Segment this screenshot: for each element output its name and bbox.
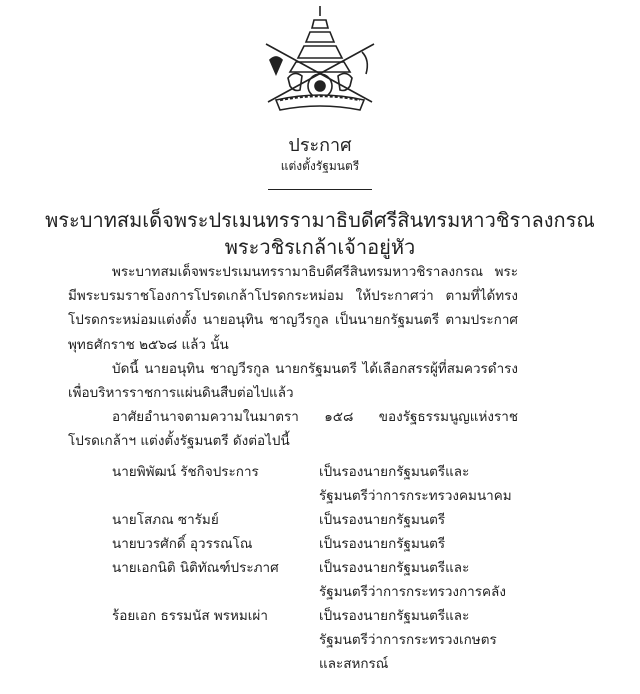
appointee-role: เป็นรองนายกรัฐมนตรีและ — [319, 560, 470, 576]
body-line: พระบาทสมเด็จพระปรเมนทรรามาธิบดีศรีสินทรมหาวชิราลงกรณ พระ — [112, 264, 518, 280]
appointee-name: นายพิพัฒน์ รัชกิจประการ — [112, 464, 259, 480]
appointee-role: เป็นรองนายกรัฐมนตรีและ — [319, 608, 470, 624]
appointee-name: นายโสภณ ซารัมย์ — [112, 512, 219, 528]
divider — [268, 189, 372, 190]
body-line: มีพระบรมราชโองการโปรดเกล้าโปรดกระหม่อม ให้ประกาศว่า ตามที่ได้ทรง — [68, 288, 518, 304]
royal-title-line-2: พระวชิรเกล้าเจ้าอยู่หัว — [224, 235, 416, 259]
appointee-role: รัฐมนตรีว่าการกระทรวงการคลัง — [319, 584, 506, 600]
body-line: โปรดกระหม่อมแต่งตั้ง นายอนุทิน ชาญวีรกูล เป็นนายกรัฐมนตรี ตามประกาศ — [68, 312, 518, 328]
appointee-name: นายเอกนิติ นิติทัณฑ์ประภาศ — [112, 560, 279, 576]
appointee-role: เป็นรองนายกรัฐมนตรี — [319, 536, 446, 552]
announcement-heading: ประกาศ — [288, 135, 352, 156]
appointee-name: นายบวรศักดิ์ อุวรรณโณ — [112, 536, 253, 552]
appointee-name: ร้อยเอก ธรรมนัส พรหมเผ่า — [112, 608, 268, 624]
body-line: พุทธศักราช ๒๕๖๘ แล้ว นั้น — [68, 337, 229, 353]
announcement-subheading: แต่งตั้งรัฐมนตรี — [280, 159, 360, 173]
royal-title-line-1: พระบาทสมเด็จพระปรเมนทรรามาธิบดีศรีสินทรมหาวชิราลงกรณ — [45, 208, 595, 232]
appointee-role: และสหกรณ์ — [319, 656, 389, 672]
body-line: โปรดเกล้าฯ แต่งตั้งรัฐมนตรี ดังต่อไปนี้ — [68, 433, 290, 449]
body-line: อาศัยอำนาจตามความในมาตรา ๑๕๘ ของรัฐธรรมนูญแห่งราช — [112, 409, 518, 425]
appointee-role: รัฐมนตรีว่าการกระทรวงคมนาคม — [319, 488, 512, 504]
body-line: เพื่อบริหารราชการแผ่นดินสืบต่อไปแล้ว — [68, 385, 294, 401]
appointee-role: รัฐมนตรีว่าการกระทรวงเกษตร — [319, 632, 497, 648]
appointee-role: เป็นรองนายกรัฐมนตรีและ — [319, 464, 470, 480]
royal-emblem-icon — [262, 2, 378, 122]
body-line: บัดนี้ นายอนุทิน ชาญวีรกูล นายกรัฐมนตรี ได้เลือกสรรผู้ที่สมควรดำรง — [112, 361, 518, 377]
appointee-role: เป็นรองนายกรัฐมนตรี — [319, 512, 446, 528]
